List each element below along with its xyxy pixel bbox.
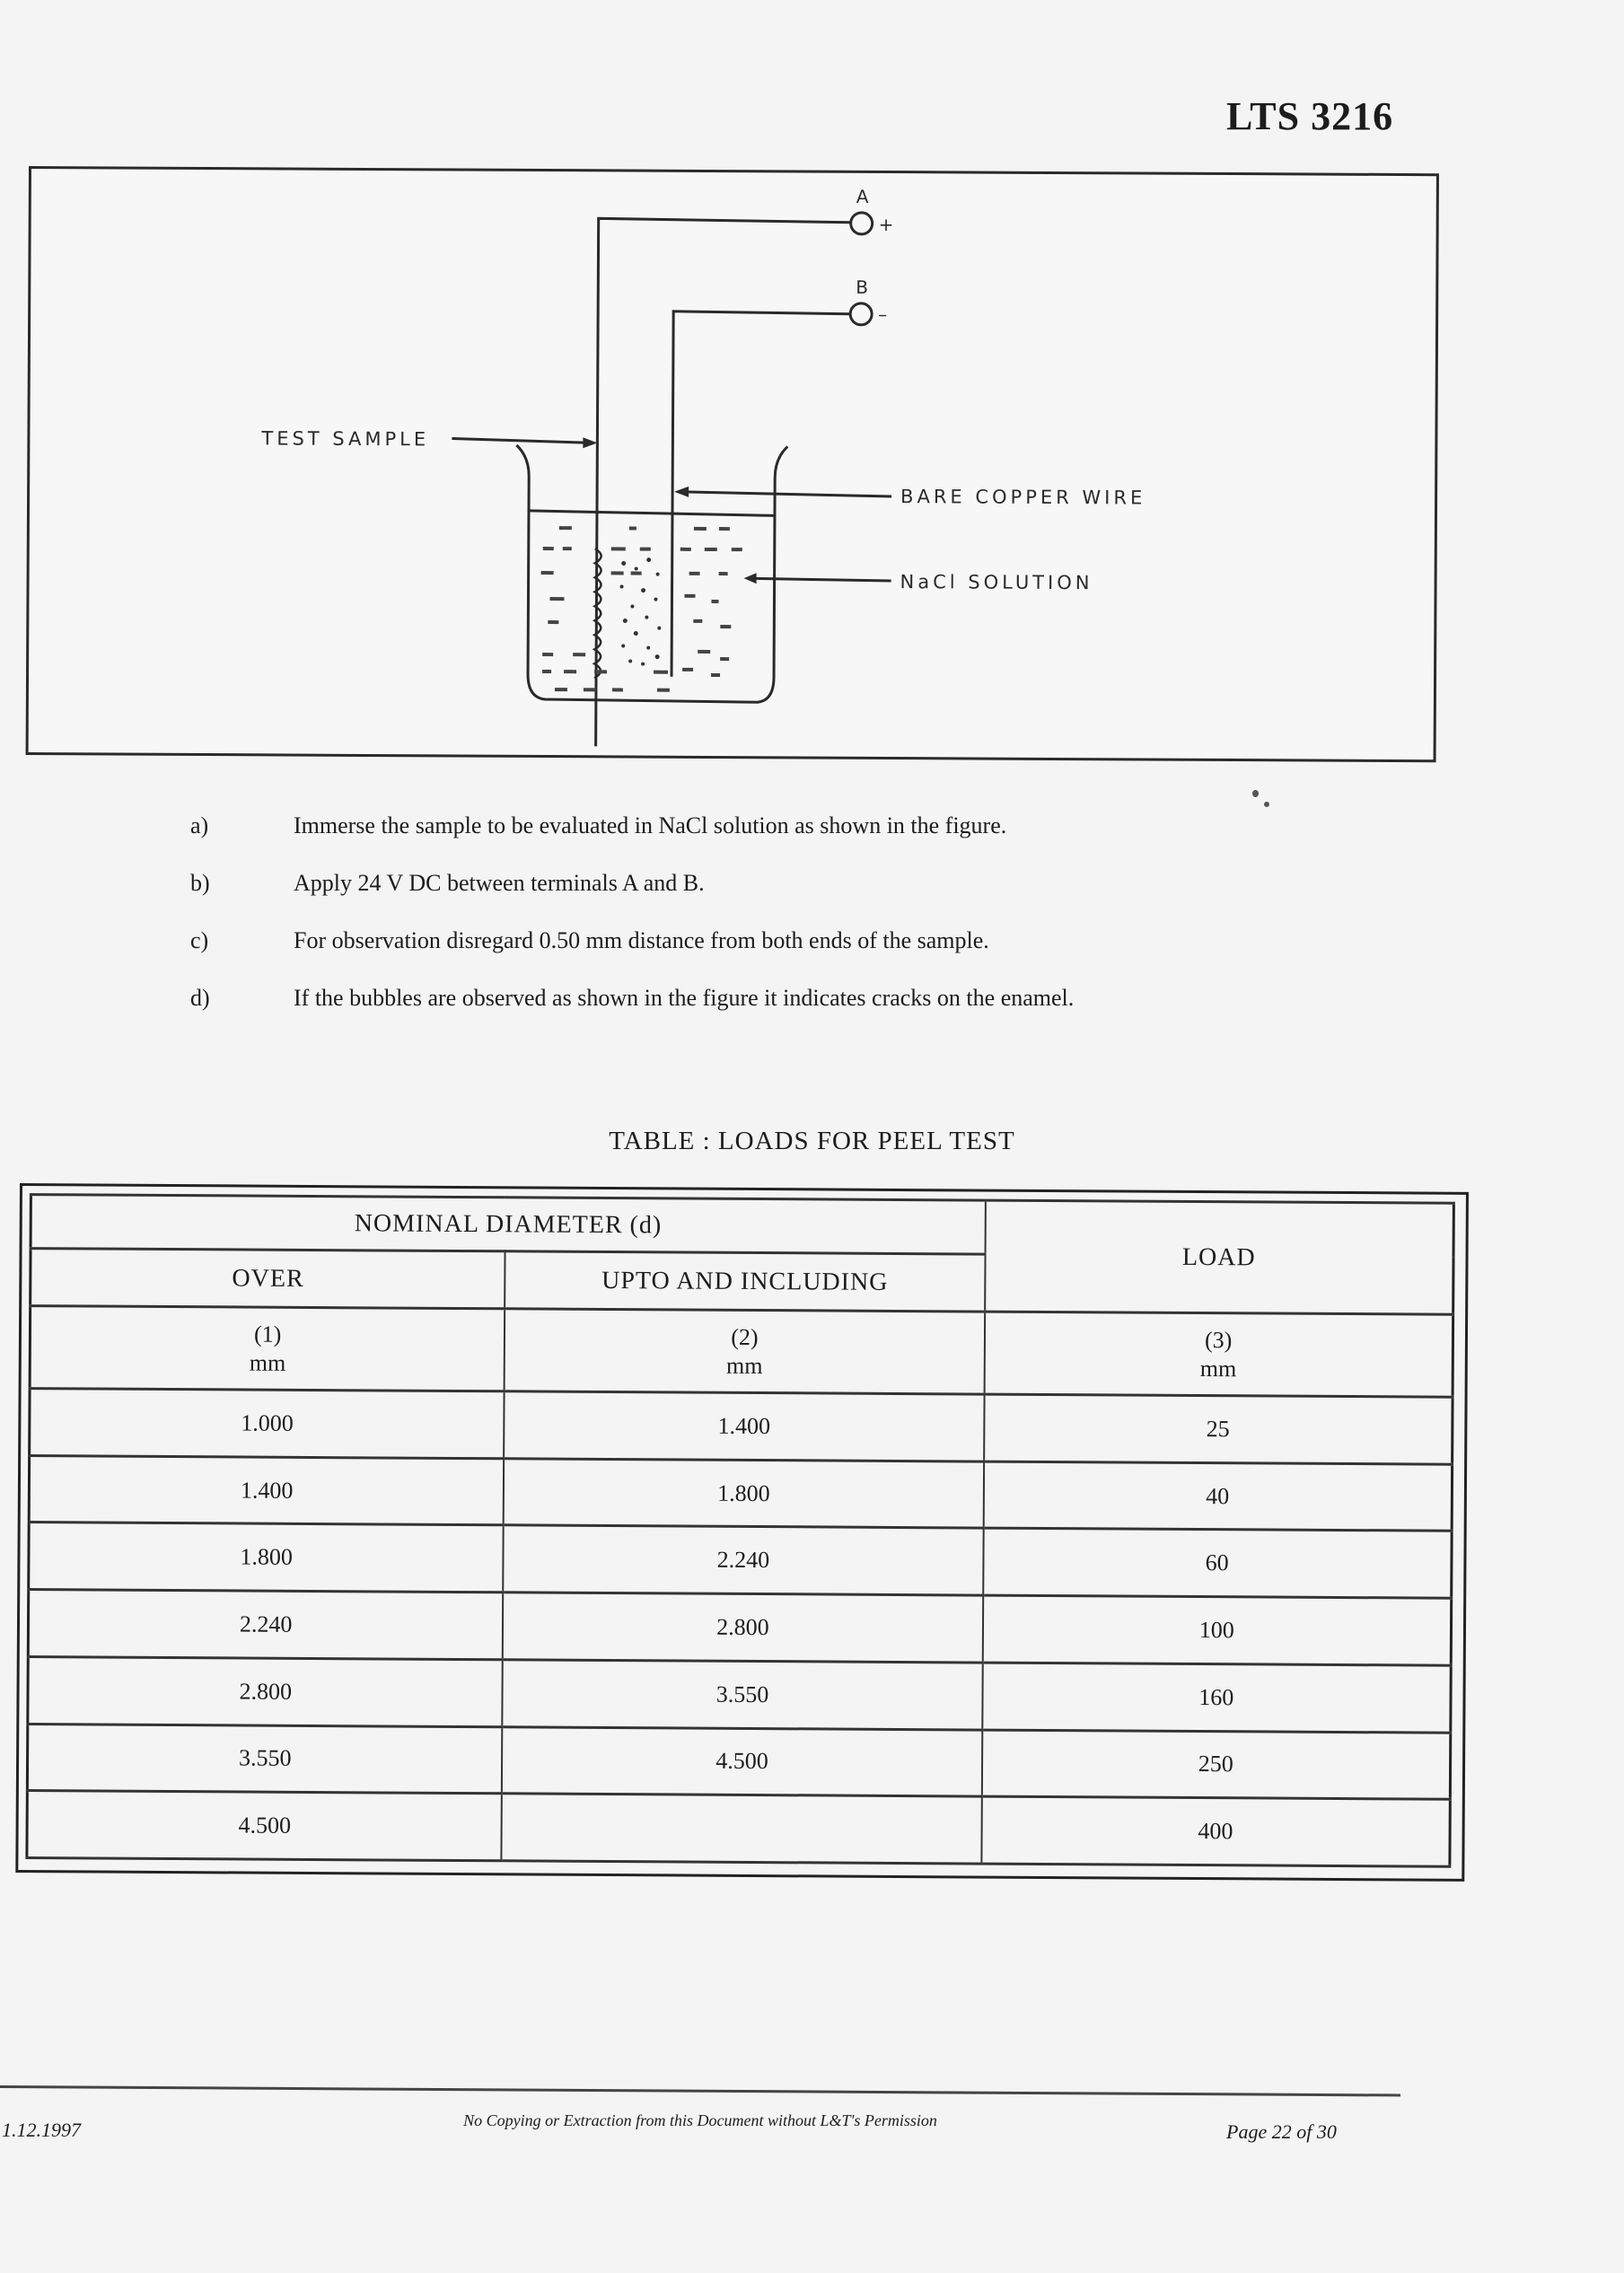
- test-sample-label: TEST SAMPLE: [261, 427, 430, 451]
- step-marker: b): [190, 870, 210, 896]
- cell-upto: [502, 1794, 982, 1864]
- cell-upto: 3.550: [503, 1660, 983, 1730]
- table-title: TABLE : LOADS FOR PEEL TEST: [609, 1127, 1015, 1155]
- procedure-step: [190, 985, 1411, 1042]
- table-row: [30, 1389, 1453, 1464]
- cell-upto: 1.400: [505, 1391, 985, 1461]
- step-marker: c): [190, 927, 209, 953]
- table-row: [27, 1724, 1450, 1799]
- cell-upto: 2.800: [503, 1593, 983, 1663]
- bare-copper-wire-label: BARE COPPER WIRE: [900, 486, 1146, 509]
- table-row: [27, 1791, 1450, 1866]
- scan-speck: [1252, 790, 1259, 797]
- table-row: [28, 1590, 1451, 1665]
- cell-over: 2.240: [28, 1590, 503, 1660]
- table-row: [29, 1455, 1452, 1531]
- unit-cell: (3) mm: [984, 1312, 1453, 1397]
- test-setup-figure: [26, 166, 1439, 762]
- cell-load: 40: [983, 1461, 1452, 1531]
- terminal-b-icon: [850, 303, 872, 325]
- document-id: LTS 3216: [1226, 94, 1394, 138]
- step-marker: a): [190, 812, 209, 838]
- cell-load: 25: [984, 1394, 1453, 1464]
- column-header-load: LOAD: [985, 1200, 1454, 1314]
- terminal-a-polarity: +: [878, 213, 894, 236]
- column-header-upto: UPTO AND INCLUDING: [505, 1251, 985, 1312]
- terminal-b-polarity: –: [878, 303, 888, 326]
- cell-load: 100: [982, 1595, 1451, 1665]
- cell-over: 2.800: [28, 1656, 503, 1726]
- step-text: Apply 24 V DC between terminals A and B.: [294, 870, 705, 896]
- procedure-step: [190, 927, 1411, 985]
- cell-load: 160: [982, 1663, 1451, 1733]
- table-row: [28, 1656, 1451, 1732]
- procedure-step: [190, 870, 1411, 927]
- nominal-diameter-header: NOMINAL DIAMETER (d): [31, 1195, 985, 1254]
- cell-over: 1.800: [29, 1523, 504, 1593]
- cell-load: 250: [981, 1730, 1450, 1800]
- electrolytic-cell-diagram: [29, 169, 1436, 759]
- footer-copyright-notice: No Copying or Extraction from this Document without L&T's Permission: [463, 2111, 937, 2129]
- terminal-a-label: A: [856, 185, 869, 207]
- cell-upto: 2.240: [504, 1525, 984, 1595]
- cell-load: 400: [981, 1796, 1450, 1866]
- step-text: If the bubbles are observed as shown in the figure it indicates cracks on the enamel.: [294, 985, 1075, 1011]
- peel-test-table: [25, 1193, 1455, 1868]
- cell-over: 4.500: [27, 1791, 502, 1861]
- procedure-step: [190, 812, 1411, 870]
- terminal-b-label: B: [856, 276, 869, 298]
- cell-over: 3.550: [27, 1724, 502, 1794]
- units-row: [30, 1306, 1453, 1398]
- table-row: [29, 1523, 1452, 1598]
- terminal-a-icon: [851, 213, 873, 234]
- footer-divider: [0, 2085, 1400, 2097]
- column-header-over: OVER: [31, 1249, 505, 1309]
- cell-over: 1.000: [30, 1389, 505, 1459]
- step-text: For observation disregard 0.50 mm distance from both ends of the sample.: [294, 927, 989, 953]
- procedure-steps: [190, 812, 1411, 1042]
- nacl-solution-label: NaCl SOLUTION: [900, 571, 1093, 594]
- peel-test-table-frame: [15, 1183, 1469, 1882]
- footer-date: 1.12.1997: [2, 2119, 81, 2141]
- step-text: Immerse the sample to be evaluated in NaCl solution as shown in the figure.: [294, 812, 1007, 838]
- cell-load: 60: [983, 1528, 1452, 1598]
- page-number: Page 22 of 30: [1226, 2120, 1337, 2143]
- scan-speck: [1264, 802, 1269, 807]
- unit-cell: (2) mm: [505, 1309, 985, 1394]
- cell-upto: 4.500: [502, 1726, 982, 1796]
- cell-over: 1.400: [29, 1455, 504, 1525]
- unit-cell: (1) mm: [30, 1306, 505, 1391]
- cell-upto: 1.800: [504, 1459, 984, 1529]
- step-marker: d): [190, 985, 210, 1011]
